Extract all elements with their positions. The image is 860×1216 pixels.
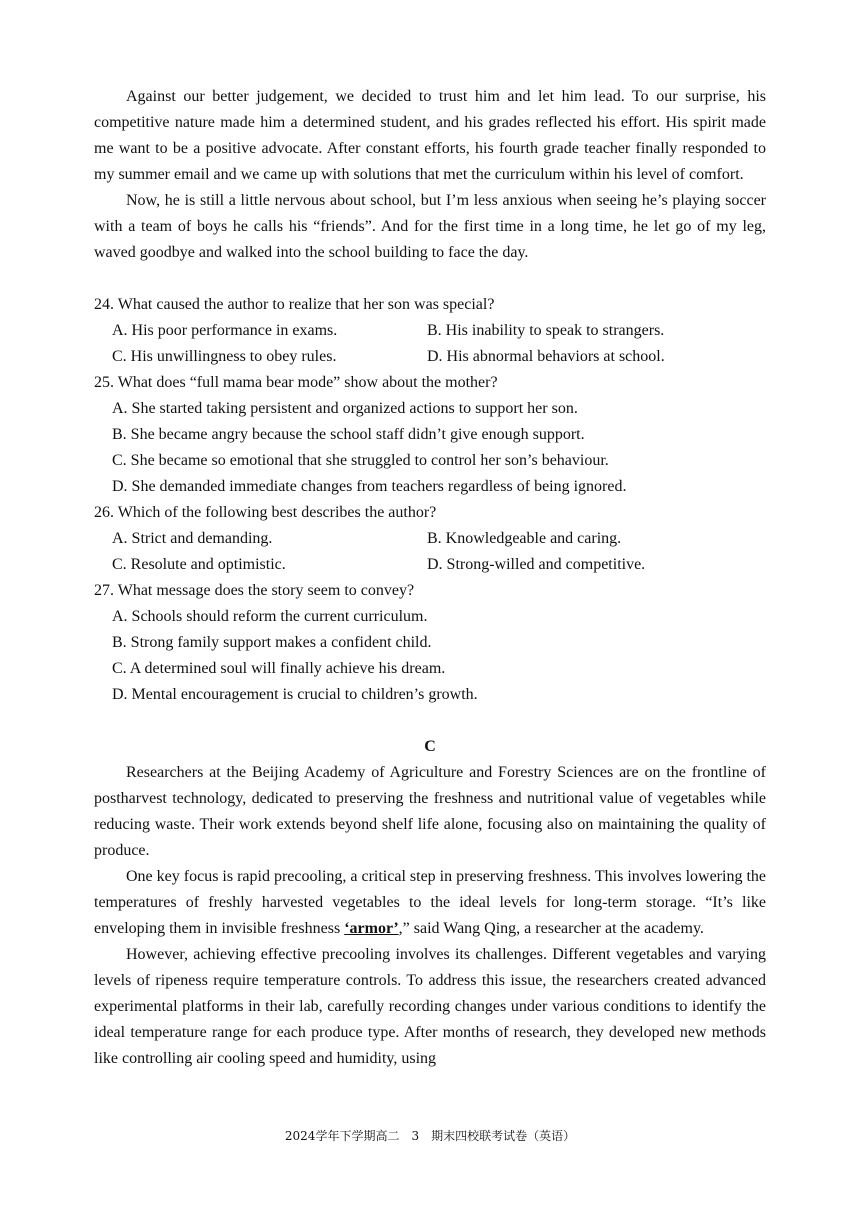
- option-b: B. Strong family support makes a confident child.: [112, 634, 432, 651]
- option-a: A. She started taking persistent and organized actions to support her son.: [112, 400, 578, 417]
- section-heading: C: [424, 738, 436, 755]
- option-a: A. Strict and demanding.: [112, 530, 273, 547]
- passage-paragraph: Against our better judgement, we decided to trust him and let him lead. To our surprise, his competitive nature made him a determined student, and his grades reflected his effort. His spirit made me want to be a positive advocate. After constant efforts, his fourth grade teacher finally responded to my summer email and we came up with solutions that met the curriculum within his level of comfort.: [94, 88, 766, 183]
- question-27: [94, 578, 766, 708]
- question-stem: 24. What caused the author to realize that her son was special?: [94, 296, 495, 313]
- passage-paragraph: However, achieving effective precooling involves its challenges. Different vegetables and varying levels of ripeness require temperature controls. To address this issue, the researchers created advanced experimental platforms in their lab, carefully recording changes under various conditions to identify the ideal temperature range for each produce type. After months of research, they developed new methods like controlling air cooling speed and humidity, using: [94, 946, 766, 1067]
- option-d: D. Strong-willed and competitive.: [427, 556, 646, 573]
- option-d: D. Mental encouragement is crucial to children’s growth.: [112, 686, 478, 703]
- spacer: [94, 266, 766, 292]
- spacer: [94, 708, 766, 734]
- option-c: C. She became so emotional that she struggled to control her son’s behaviour.: [112, 452, 609, 469]
- paragraph-text: ,” said Wang Qing, a researcher at the academy.: [398, 920, 704, 937]
- underlined-word: ‘armor’: [344, 920, 399, 937]
- option-c: C. His unwillingness to obey rules.: [112, 348, 337, 365]
- option-a: A. His poor performance in exams.: [112, 322, 338, 339]
- question-25: [94, 370, 766, 500]
- question-26: [94, 500, 766, 578]
- page-footer: 2024学年下学期高二 3 期末四校联考试卷（英语）: [284, 1129, 576, 1143]
- passage-paragraph: Researchers at the Beijing Academy of Agriculture and Forestry Sciences are on the frontline of postharvest technology, dedicated to preserving the freshness and nutritional value of vegetables while reducing waste. Their work extends beyond shelf life alone, focusing also on maintaining the quality of produce.: [94, 764, 766, 859]
- option-a: A. Schools should reform the current curriculum.: [112, 608, 428, 625]
- exam-page: [94, 84, 766, 1072]
- option-row: [112, 344, 766, 370]
- option-row: [112, 318, 766, 344]
- question-stem: 26. Which of the following best describes the author?: [94, 504, 437, 521]
- option-row: [112, 552, 766, 578]
- option-row: [112, 526, 766, 552]
- option-b: B. Knowledgeable and caring.: [427, 530, 622, 547]
- option-b: B. She became angry because the school staff didn’t give enough support.: [112, 426, 585, 443]
- option-b: B. His inability to speak to strangers.: [427, 322, 665, 339]
- passage-paragraph: [94, 864, 766, 942]
- option-d: D. His abnormal behaviors at school.: [427, 348, 665, 365]
- question-24: [94, 292, 766, 370]
- paragraph-text: One key focus is rapid precooling, a critical step in preserving freshness. This involves lowering the temperatures of freshly harvested vegetables to the ideal levels for long-term storage. “It’s like enveloping them in invisible freshness: [94, 868, 766, 937]
- option-d: D. She demanded immediate changes from teachers regardless of being ignored.: [112, 478, 627, 495]
- passage-paragraph: Now, he is still a little nervous about school, but I’m less anxious when seeing he’s playing soccer with a team of boys he calls his “friends”. And for the first time in a long time, he let go of my leg, waved goodbye and walked into the school building to face the day.: [94, 192, 766, 261]
- option-c: C. Resolute and optimistic.: [112, 556, 286, 573]
- question-stem: 27. What message does the story seem to convey?: [94, 582, 415, 599]
- option-c: C. A determined soul will finally achieve his dream.: [112, 660, 446, 677]
- question-stem: 25. What does “full mama bear mode” show about the mother?: [94, 374, 498, 391]
